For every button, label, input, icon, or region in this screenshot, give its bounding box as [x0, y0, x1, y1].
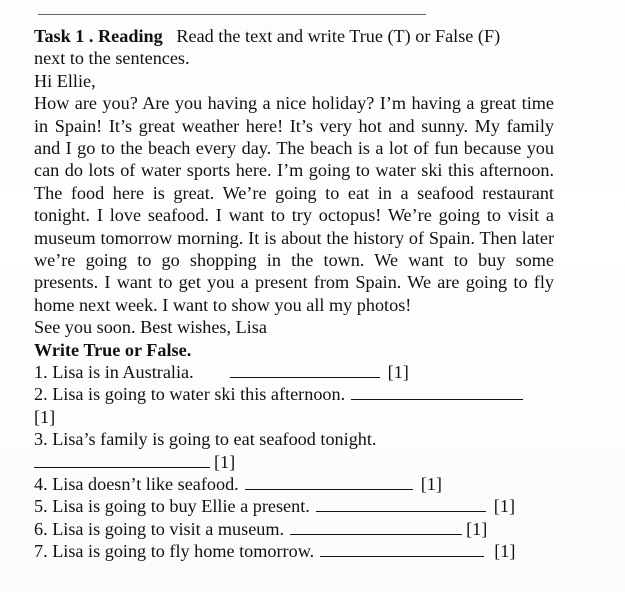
- question-mark-row: [34, 406, 554, 428]
- answer-blank[interactable]: [290, 520, 462, 535]
- task-instruction: Read the text and write True (T) or False (F): [176, 26, 501, 46]
- question-text: 7. Lisa is going to fly home tomorrow.: [34, 541, 315, 562]
- question-row: [34, 540, 554, 562]
- question-text: 6. Lisa is going to visit a museum.: [34, 518, 285, 539]
- question-text: 3. Lisa’s family is going to eat seafood tonight.: [34, 429, 377, 450]
- question-row: [34, 383, 554, 405]
- exercise-title: Write True or False.: [34, 339, 192, 360]
- question-row: [34, 495, 554, 517]
- question-answer-row: [34, 451, 554, 473]
- letter-body: How are you? Are you having a nice holiday? I’m having a great time in Spain! It’s great weather here! It’s very hot and sunny. My family and I go to the beach every day. The beach is a lot of fun because you can do lots of water sports here. I’m going to water ski this afternoon. The food here is great. We’re going to eat in a seafood restaurant tonight. I love seafood. I want to try octopus! We’re going to visit a museum tomorrow morning. It is about the history of Spain. Then later we’re going to go shopping in the town. We want to buy some presents. I want to get you a present from Spain. We are going to fly home next week. I want to show you all my photos!: [34, 93, 554, 315]
- question-mark: [1]: [494, 541, 516, 562]
- question-text: 2. Lisa is going to water ski this afternoon.: [34, 384, 346, 405]
- answer-blank[interactable]: [320, 542, 484, 557]
- answer-blank[interactable]: [230, 363, 380, 378]
- answer-blank[interactable]: [316, 497, 486, 512]
- question-text: 4. Lisa doesn’t like seafood.: [34, 473, 239, 494]
- answer-blank[interactable]: [34, 453, 210, 468]
- answer-blank[interactable]: [245, 475, 413, 490]
- letter-closing: See you soon. Best wishes, Lisa: [34, 317, 267, 338]
- question-text: 1. Lisa is in Australia.: [34, 362, 194, 383]
- question-row: [34, 518, 554, 540]
- question-text: 5. Lisa is going to buy Ellie a present.: [34, 496, 310, 517]
- question-row: [34, 428, 554, 450]
- question-row: [34, 361, 554, 383]
- worksheet-content: [34, 25, 554, 563]
- question-mark: [1]: [34, 406, 56, 427]
- top-divider: [38, 14, 426, 15]
- question-mark: [1]: [420, 473, 442, 494]
- task-heading-line: [34, 25, 554, 47]
- letter-greeting: Hi Ellie,: [34, 70, 96, 91]
- answer-blank[interactable]: [351, 385, 523, 400]
- question-mark: [1]: [493, 496, 516, 517]
- question-mark: [1]: [466, 518, 488, 539]
- question-row: [34, 473, 554, 495]
- task-instruction-continued: next to the sentences.: [34, 48, 190, 69]
- question-mark: [1]: [214, 451, 236, 472]
- question-mark: [1]: [387, 362, 409, 383]
- task-heading: Task 1 . Reading: [34, 26, 163, 46]
